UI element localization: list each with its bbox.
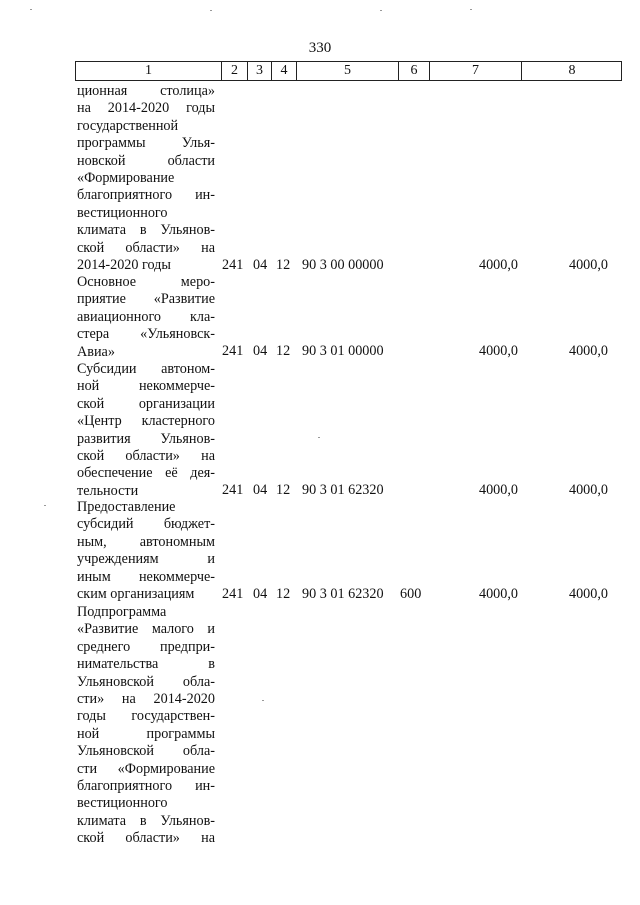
description-line: вестиционного: [77, 204, 168, 221]
header-col-3: 3: [247, 62, 271, 80]
cell-target-article: 90 3 01 62320: [302, 482, 384, 498]
scan-speck: [380, 10, 382, 11]
scan-speck: [44, 505, 46, 506]
cell-ministry: 241: [222, 257, 244, 273]
description-line: климата в Ульянов-: [77, 812, 215, 829]
table-header: [75, 61, 622, 81]
cell-subsection: 12: [276, 586, 291, 602]
description-line: Предоставление: [77, 499, 176, 515]
cell-subsection: 12: [276, 482, 291, 498]
description-line: стера «Ульяновск-: [77, 326, 215, 343]
description-line: приятие «Развитие: [77, 291, 215, 308]
description-line: ной некоммерче-: [77, 378, 215, 395]
cell-section: 04: [253, 586, 268, 602]
description-line: программы Улья-: [77, 135, 215, 152]
description-line: сти» на 2014-2020: [77, 691, 215, 708]
description-line: новской области: [77, 152, 215, 169]
description-line: климата в Ульянов-: [77, 222, 215, 239]
description-line: тельности: [77, 482, 139, 499]
cell-amount-2: 4000,0: [568, 482, 608, 498]
header-col-7: 7: [429, 62, 521, 80]
cell-ministry: 241: [222, 482, 244, 498]
scan-speck: [210, 10, 212, 11]
description-line: «Формирование: [77, 170, 175, 187]
description-line: авиационного кла-: [77, 308, 215, 325]
cell-amount-1: 4000,0: [478, 257, 518, 273]
cell-subsection: 12: [276, 257, 291, 273]
cell-section: 04: [253, 343, 268, 359]
description-line: «Развитие малого и: [77, 621, 215, 638]
description-line: государственной: [77, 117, 179, 134]
cell-amount-1: 4000,0: [478, 343, 518, 359]
cell-amount-2: 4000,0: [568, 586, 608, 602]
scan-speck: [30, 9, 32, 10]
cell-amount-1: 4000,0: [478, 482, 518, 498]
description-line: иным некоммерче-: [77, 568, 215, 585]
description-line: 2014-2020 годы: [77, 257, 171, 274]
cell-target-article: 90 3 00 00000: [302, 257, 384, 273]
cell-section: 04: [253, 257, 268, 273]
description-line: годы государствен-: [77, 708, 215, 725]
description-line: Авиа»: [77, 343, 115, 360]
row-description: [77, 499, 215, 603]
header-col-2: 2: [221, 62, 247, 80]
row-description: [77, 604, 215, 848]
description-line: учреждениям и: [77, 551, 215, 568]
row-description: [77, 361, 215, 500]
description-line: на 2014-2020 годы: [77, 100, 215, 117]
description-line: сти «Формирование: [77, 760, 215, 777]
scan-speck: [262, 700, 264, 701]
description-line: нимательства в: [77, 656, 215, 673]
description-line: субсидий бюджет-: [77, 516, 215, 533]
cell-ministry: 241: [222, 586, 244, 602]
cell-subsection: 12: [276, 343, 291, 359]
description-line: Ульяновской обла-: [77, 673, 215, 690]
cell-amount-2: 4000,0: [568, 257, 608, 273]
description-line: ской области» на: [77, 239, 215, 256]
description-line: ским организациям: [77, 586, 195, 603]
cell-ministry: 241: [222, 343, 244, 359]
cell-target-article: 90 3 01 62320: [302, 586, 384, 602]
page-number: 330: [308, 40, 332, 56]
header-col-5: 5: [296, 62, 398, 80]
description-line: ционная столица»: [77, 83, 215, 99]
description-line: вестиционного: [77, 795, 168, 812]
row-description: [77, 274, 215, 361]
description-line: благоприятного ин-: [77, 778, 215, 795]
description-line: Основное меро-: [77, 274, 215, 290]
description-line: развития Ульянов-: [77, 430, 215, 447]
description-line: ным, автономным: [77, 533, 215, 550]
header-col-8: 8: [521, 62, 622, 80]
header-col-4: 4: [271, 62, 296, 80]
cell-expense-type: 600: [400, 586, 422, 602]
description-line: обеспечение её дея-: [77, 465, 215, 482]
description-line: Ульяновской обла-: [77, 743, 215, 760]
description-line: среднего предпри-: [77, 638, 215, 655]
row-description: [77, 83, 215, 274]
cell-target-article: 90 3 01 00000: [302, 343, 384, 359]
cell-amount-2: 4000,0: [568, 343, 608, 359]
cell-section: 04: [253, 482, 268, 498]
description-line: ской области» на: [77, 830, 215, 847]
description-line: ской организации: [77, 395, 215, 412]
header-col-1: 1: [145, 63, 152, 78]
cell-amount-1: 4000,0: [478, 586, 518, 602]
description-line: ной программы: [77, 725, 215, 742]
description-line: благоприятного ин-: [77, 187, 215, 204]
scan-speck: [470, 9, 472, 10]
header-col-6: 6: [398, 62, 429, 80]
description-line: «Центр кластерного: [77, 413, 215, 430]
description-line: ской области» на: [77, 448, 215, 465]
description-line: Подпрограмма: [77, 604, 167, 620]
scan-speck: [318, 437, 320, 438]
description-line: Субсидии автоном-: [77, 361, 215, 377]
